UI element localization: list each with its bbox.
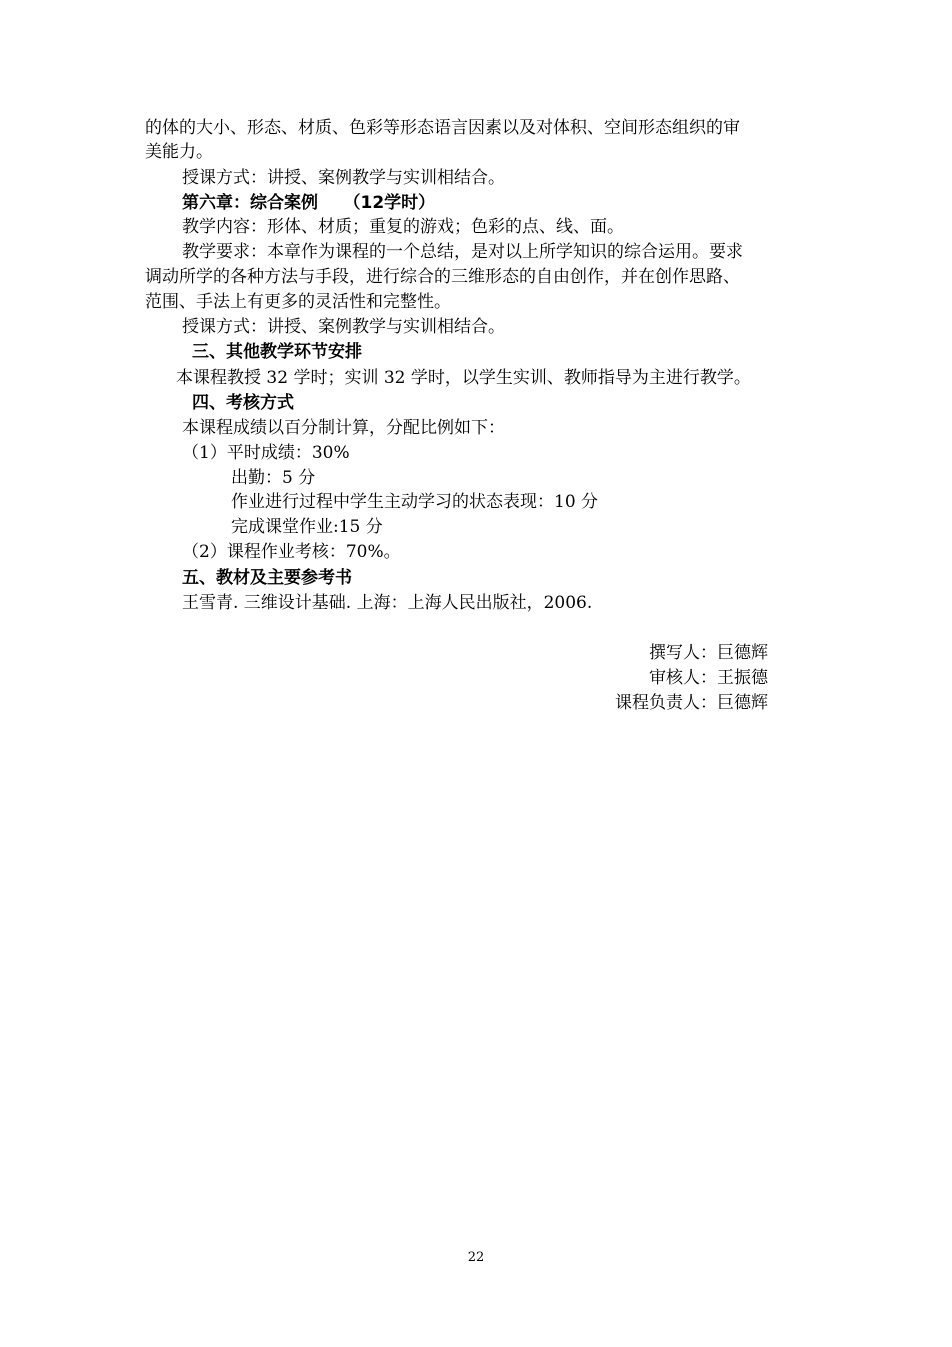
author-signature: 撰写人：巨德辉 (649, 643, 768, 663)
teaching-content-text: 教学内容：形体、材质；重复的游戏；色彩的点、线、面。 (182, 217, 624, 237)
paragraph-line: 调动所学的各种方法与手段，进行综合的三维形态的自由创作，并在创作思路、 (145, 267, 740, 287)
section-text: 本课程教授 32 学时；实训 32 学时，以学生实训、教师指导为主进行教学。 (176, 368, 751, 388)
paragraph-line: 范围、手法上有更多的灵活性和完整性。 (145, 292, 451, 312)
chapter-heading: 第六章：综合案例 （12学时） (182, 193, 436, 213)
grade-subitem: 作业进行过程中学生主动学习的状态表现：10 分 (231, 492, 599, 512)
grade-subitem: 出勤：5 分 (231, 468, 316, 488)
section-heading: 五、教材及主要参考书 (182, 568, 352, 588)
grade-subitem: 完成课堂作业:15 分 (231, 517, 383, 537)
grade-item: （2）课程作业考核：70%。 (182, 542, 401, 562)
section-heading: 三、其他教学环节安排 (192, 342, 362, 362)
paragraph-line: 美能力。 (145, 142, 213, 162)
paragraph-line: 教学要求：本章作为课程的一个总结，是对以上所学知识的综合运用。要求 (182, 242, 743, 262)
teaching-method-text: 授课方式：讲授、案例教学与实训相结合。 (182, 317, 505, 337)
reference-entry: 王雪青. 三维设计基础. 上海：上海人民出版社，2006. (182, 593, 593, 613)
course-lead-signature: 课程负责人：巨德辉 (615, 693, 768, 713)
reviewer-signature: 审核人：王振德 (649, 668, 768, 688)
section-heading: 四、考核方式 (192, 393, 294, 413)
teaching-method-text: 授课方式：讲授、案例教学与实训相结合。 (182, 168, 505, 188)
paragraph-line: 的体的大小、形态、材质、色彩等形态语言因素以及对体积、空间形态组织的审 (145, 118, 740, 138)
page-number: 22 (467, 1250, 485, 1265)
grade-item: （1）平时成绩：30% (182, 443, 350, 463)
section-text: 本课程成绩以百分制计算，分配比例如下： (182, 418, 505, 438)
